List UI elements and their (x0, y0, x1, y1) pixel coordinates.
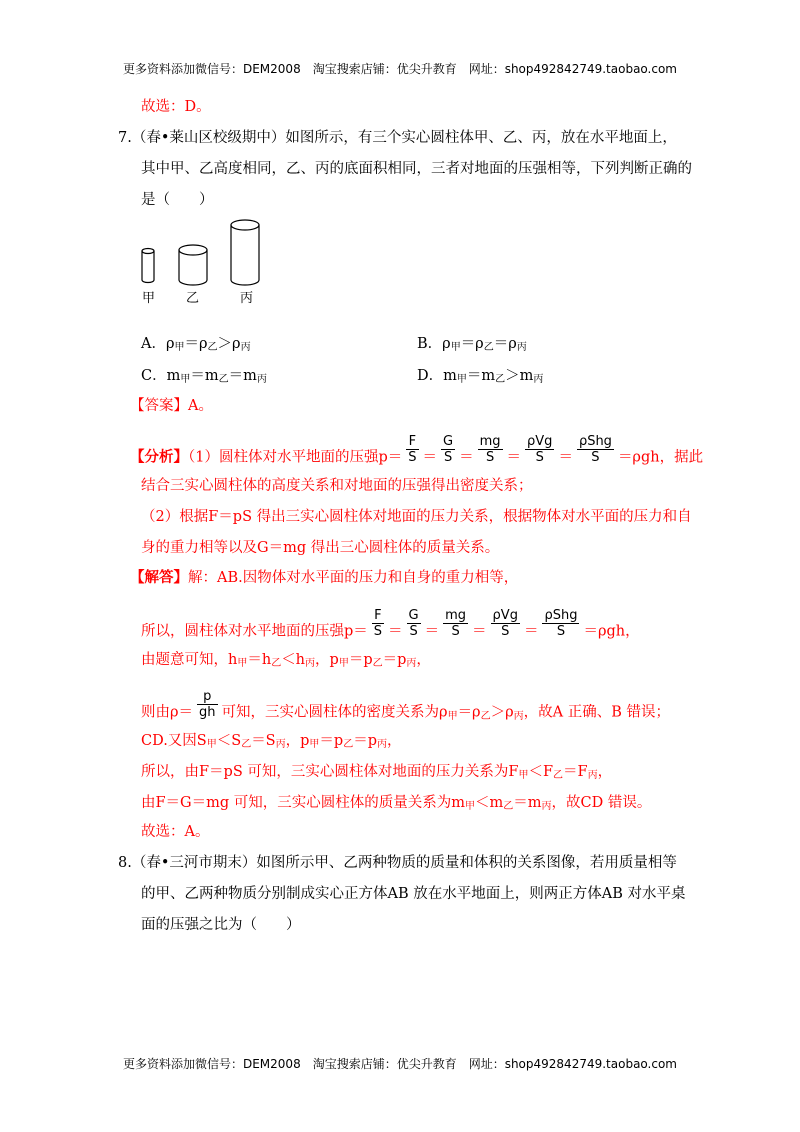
page-footer: 更多资料添加微信号：DEM2008 淘宝搜索店铺：优尖升教育 网址：shop492842749.taobao.com (122, 1057, 677, 1071)
answer: 【答案】A。 (130, 398, 213, 414)
q7-line1: 7.（春•莱山区校级期中）如图所示，有三个实心圆柱体甲、乙、丙，放在水平地面上， (118, 130, 677, 146)
analysis-line3: （2）根据F＝pS 得出三实心圆柱体对地面的压力关系，根据物体对水平面的压力和自 (141, 509, 692, 525)
option-c: C．m甲＝m乙＝m丙 (141, 368, 267, 385)
solution-line3: 由题意可知，h甲＝h乙＜h丙，p甲＝p乙＝p丙， (141, 652, 431, 669)
q8-line3: 面的压强之比为（ ） (141, 917, 301, 933)
option-a: A．ρ甲＝ρ乙＞ρ丙 (141, 336, 251, 353)
prev-answer: 故选：D。 (141, 99, 211, 115)
frac-mg-s: $\frac{mg}{S}$ (479, 434, 501, 465)
solution-line1: 【解答】解：AB.因物体对水平面的压力和自身的重力相等， (130, 569, 519, 586)
option-d: D．m甲＝m乙＞m丙 (417, 368, 544, 385)
analysis-line4: 身的重力相等以及G＝mg 得出三心圆柱体的质量关系。 (141, 540, 500, 556)
final-answer: 故选：A。 (141, 824, 210, 840)
q8-line1: 8.（春•三河市期末）如图所示甲、乙两种物质的质量和体积的关系图像，若用质量相等 (118, 855, 677, 871)
solution-line5: CD.又因S甲＜S乙＝S丙，p甲＝p乙＝p丙， (141, 733, 402, 750)
cylinders-figure (135, 215, 285, 310)
solution-line4: 则由ρ＝ $\frac{p}{gh}$ 可知，三实心圆柱体的密度关系为ρ甲＝ρ乙＞ρ丙，故A 正确、B 错误； (141, 689, 670, 722)
q7-line3: 是（ ） (141, 192, 214, 208)
option-b: B．ρ甲＝ρ乙＝ρ丙 (417, 336, 527, 353)
fig-label-bing: 丙 (240, 291, 254, 306)
q7-line2: 其中甲、乙高度相同，乙、丙的底面积相同，三者对地面的压强相等，下列判断正确的 (141, 161, 692, 177)
solution-line2: 所以，圆柱体对水平地面的压强p＝ $\frac{F}{S}$ ＝ $\frac{G}{S}$ ＝ $\frac{mg}{S}$ ＝ $\frac{\text{ρVg}}{S}$ ＝ $\frac{\text{ρShg}}{S}$ ＝ρgh， (141, 608, 640, 640)
analysis-line1: 【分析】（1）圆柱体对水平地面的压强p＝ $\frac{F}{S}$ ＝ $\frac{G}{S}$ ＝ $\frac{mg}{S}$ ＝ $\frac{\text{ρVg}}{S}$ ＝ $\frac{\text{ρShg}}{S}$ ＝ρgh，据此 (130, 434, 704, 466)
fig-label-jia: 甲 (142, 291, 156, 306)
solution-line6: 所以，由F＝pS 可知，三实心圆柱体对地面的压力关系为F甲＜F乙＝F丙， (141, 764, 613, 781)
page-header: 更多资料添加微信号：DEM2008 淘宝搜索店铺：优尖升教育 网址：shop492842749.taobao.com (122, 62, 677, 76)
frac-rshg-s: $\frac{\text{ρShg}}{S}$ (578, 434, 612, 465)
q8-line2: 的甲、乙两种物质分别制成实心正方体AB 放在水平地面上，则两正方体AB 对水平桌 (141, 886, 686, 902)
frac-f-s: $\frac{F}{S}$ (408, 434, 417, 465)
solution-line7: 由F＝G＝mg 可知，三实心圆柱体的质量关系为m甲＜m乙＝m丙，故CD 错误。 (141, 795, 652, 812)
analysis-line2: 结合三实心圆柱体的高度关系和对地面的压强得出密度关系； (141, 478, 533, 494)
frac-rvg-s: $\frac{\text{ρVg}}{S}$ (527, 434, 553, 465)
fig-label-yi: 乙 (186, 291, 200, 306)
frac-g-s: $\frac{G}{S}$ (443, 434, 454, 465)
